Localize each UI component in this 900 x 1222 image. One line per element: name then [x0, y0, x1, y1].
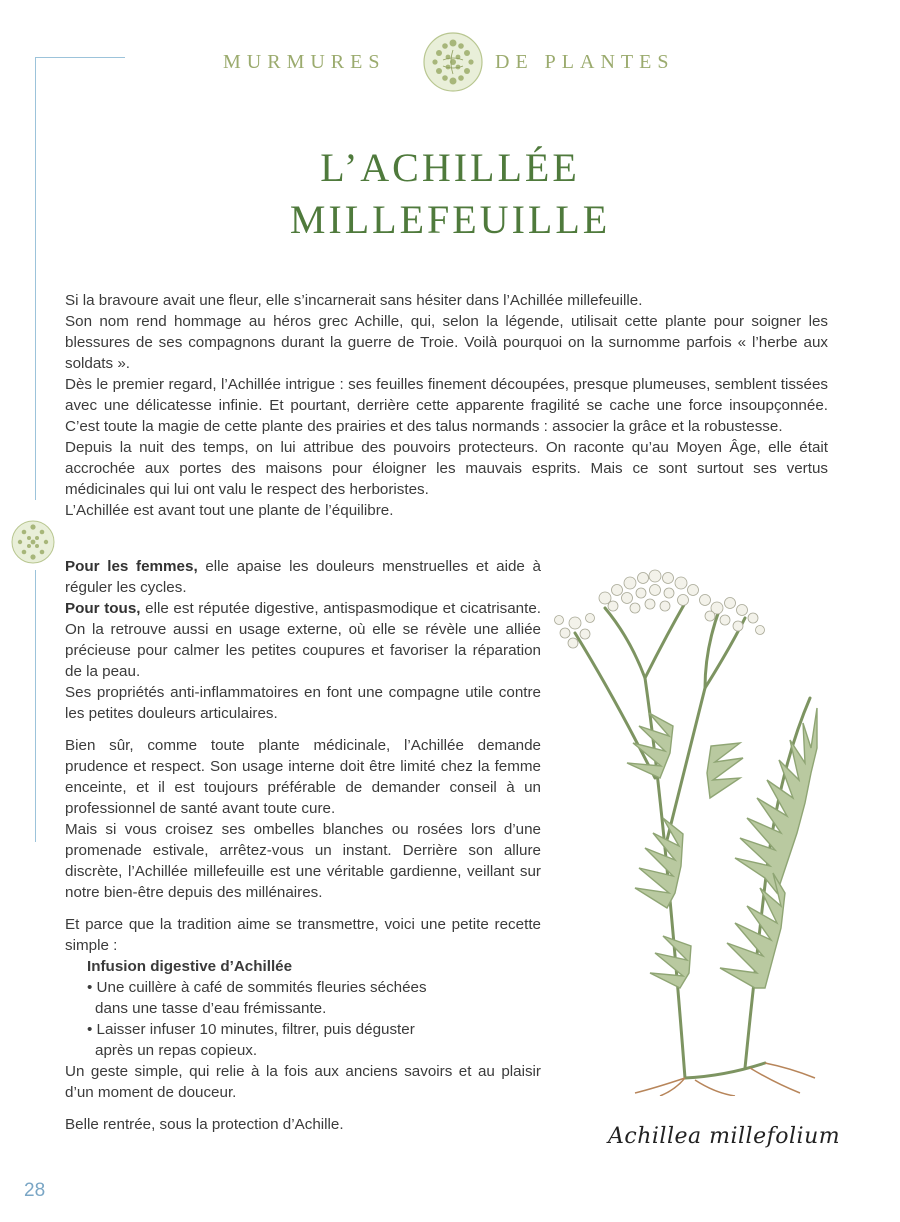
intro-section [65, 290, 828, 521]
recipe-step-1-cont: dans une tasse d’eau frémissante. [95, 1000, 327, 1017]
recipe-title: Infusion digestive d’Achillée [87, 958, 293, 975]
recipe-intro: Et parce que la tradition aime se transmettre, voici une petite recette simple : [65, 916, 541, 954]
benefit-women-text: elle apaise les douleurs menstruelles et aide à réguler les cycles. [65, 558, 541, 596]
yarrow-illustration [535, 548, 835, 1096]
floral-emblem-icon [421, 30, 485, 94]
intro-paragraph-1: Si la bravoure avait une fleur, elle s’incarnerait sans hésiter dans l’Achillée millefeuille. [65, 292, 643, 309]
benefit-all-label: Pour tous, [65, 600, 141, 617]
header-right-word: DE PLANTES [495, 51, 675, 73]
closing-line: Belle rentrée, sous la protection d’Achille. [65, 1116, 344, 1133]
caution-paragraph-2: Mais si vous croisez ses ombelles blanches ou rosées lors d’une promenade estivale, arrêtez-vous un instant. Derrière son allure discrète, l’Achillée millefeuille est une véritable gardienne, veillant sur notre bien-être depuis des millénaires. [65, 821, 541, 901]
title-line-1: L’ACHILLÉE [320, 145, 580, 190]
page-number: 28 [24, 1180, 46, 1201]
caution-paragraph-1: Bien sûr, comme toute plante médicinale, l’Achillée demande prudence et respect. Son usage interne doit être limité chez la femme enceinte, et il est toujours préférable de demander conseil à un professionnel de santé avant toute cure. [65, 737, 541, 817]
benefit-women [65, 556, 541, 598]
recipe-step-2: • Laisser infuser 10 minutes, filtrer, puis déguster [87, 1021, 415, 1038]
frame-line-vertical-bottom [35, 570, 36, 842]
benefit-women-label: Pour les femmes, [65, 558, 198, 575]
header-left-word: MURMURES [223, 51, 386, 73]
recipe-step-2-cont: après un repas copieux. [95, 1042, 258, 1059]
benefit-all [65, 598, 541, 682]
magazine-header [0, 30, 900, 94]
benefit-all-text: elle est réputée digestive, antispasmodique et cicatrisante. On la retrouve aussi en usage externe, où elle se révèle une alliée précieuse pour calmer les petites coupures et favoriser la réparation de la peau. [65, 600, 542, 680]
intro-paragraph-4: Depuis la nuit des temps, on lui attribue des pouvoirs protecteurs. On raconte qu’au Moyen Âge, elle était accrochée aux portes des maisons pour éloigner les mauvais esprits. Mais ce sont surtout ses vertus médicinales qui lui ont valu le respect des herboristes. [65, 439, 828, 498]
recipe-step-1: • Une cuillère à café de sommités fleuries séchées [87, 979, 427, 996]
intro-paragraph-3: Dès le premier regard, l’Achillée intrigue : ses feuilles finement découpées, presque plumeuses, semblent tissées avec une délicatesse infinie. Et pourtant, derrière cette apparente fragilité se cache une force insoupçonnée. C’est toute la magie de cette plante des prairies et des talus normands : associer la grâce et la robustesse. [65, 376, 828, 435]
frame-line-vertical-top [35, 57, 36, 500]
illustration-caption: Achillea millefolium [608, 1124, 841, 1149]
title-line-2: MILLEFEUILLE [289, 197, 611, 242]
recipe-outro: Un geste simple, qui relie à la fois aux anciens savoirs et au plaisir d’un moment de douceur. [65, 1063, 541, 1101]
article-title [0, 142, 900, 246]
intro-paragraph-2: Son nom rend hommage au héros grec Achille, qui, selon la légende, utilisait cette plante pour soigner les blessures de ses compagnons durant la guerre de Troie. Voilà pourquoi on la surnomme parfois « l’herbe aux soldats ». [65, 313, 828, 372]
left-column [65, 556, 541, 1135]
side-floral-emblem-icon [10, 517, 56, 567]
intro-paragraph-5: L’Achillée est avant tout une plante de l’équilibre. [65, 502, 394, 519]
benefit-anti-inflammatory: Ses propriétés anti-inflammatoires en font une compagne utile contre les petites douleurs articulaires. [65, 684, 541, 722]
